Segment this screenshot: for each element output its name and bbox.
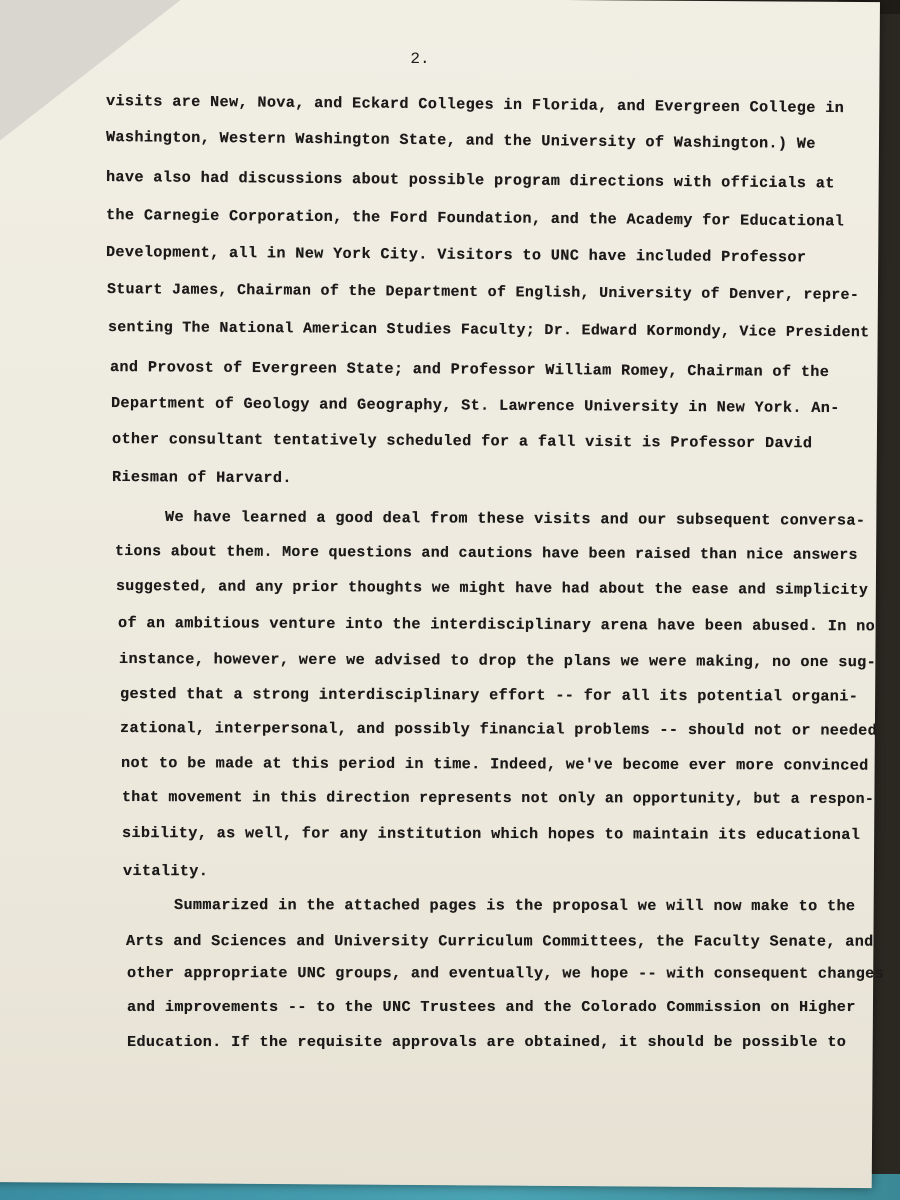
text-line: have also had discussions about possible program directions with officials at [105,168,835,193]
text-line: Riesman of Harvard. [111,468,292,488]
text-line: sibility, as well, for any institution which hopes to maintain its educational [121,824,861,844]
text-line: not to be made at this period in time. Indeed, we've become ever more convinced [120,754,869,775]
text-line: Department of Geology and Geography, St. Lawrence University in New York. An- [110,394,840,418]
text-line: other consultant tentatively scheduled for a fall visit is Professor David [111,430,813,453]
text-line: Education. If the requisite approvals are obtained, it should be possible to [127,1033,847,1051]
text-line: gested that a strong interdisciplinary effort -- for all its potential organi- [119,685,859,706]
text-line: and Provost of Evergreen State; and Professor William Romey, Chairman of the [109,358,830,382]
text-line: the Carnegie Corporation, the Ford Foundation, and the Academy for Educational [105,206,845,231]
text-line: Stuart James, Chairman of the Department of English, University of Denver, repre- [106,282,860,304]
text-line: and improvements -- to the UNC Trustees and the Colorado Commission on Higher [127,998,856,1016]
text-line: vitality. [122,862,209,881]
text-line: other appropriate UNC groups, and eventually, we hope -- with consequent changes [126,964,885,983]
text-line: tions about them. More questions and cautions have been raised than nice answers [114,544,858,564]
page-number: 2. [410,50,430,68]
text-line: visits are New, Nova, and Eckard Colleges in Florida, and Evergreen College in [105,92,845,118]
text-line: suggested, and any prior thoughts we might have had about the ease and simplicity [115,579,869,599]
text-line: that movement in this direction represents not only an opportunity, but a respon- [121,790,875,808]
text-line: We have learned a good deal from these visits and our subsequent conversa- [164,508,866,530]
text-line: Development, all in New York City. Visitors to UNC have included Professor [105,243,807,267]
text-line: senting The National American Studies Faculty; Dr. Edward Kormondy, Vice President [107,320,870,342]
text-line: Summarized in the attached pages is the proposal we will now make to the [173,896,856,916]
text-line: Arts and Sciences and University Curriculum Committees, the Faculty Senate, and [125,932,874,951]
text-line: instance, however, were we advised to drop the plans we were making, no one sug- [118,650,877,672]
text-line: Washington, Western Washington State, and the University of Washington.) We [105,128,816,153]
text-line: zational, interpersonal, and possibly financial problems -- should not or needed [119,719,878,740]
text-line: of an ambitious venture into the interdisciplinary arena have been abused. In no [117,614,876,636]
